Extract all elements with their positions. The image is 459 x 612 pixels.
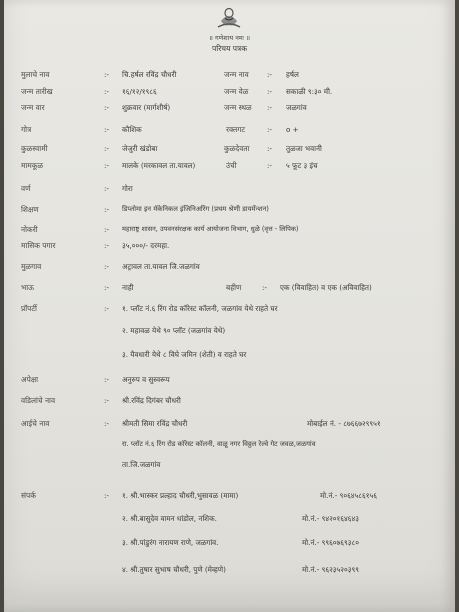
value-birth-date: १६/१२/१९८६ <box>122 87 157 96</box>
colon: :- <box>104 225 110 234</box>
value-brother: नाही <box>122 283 134 292</box>
colon: :- <box>267 144 273 153</box>
value-groom-name: चि.हर्षल रविंद्र चौधरी <box>122 70 177 79</box>
label-birth-place: जन्म स्थळ <box>224 103 252 112</box>
label-brother: भाऊ <box>21 283 34 292</box>
value-salary: ३५,०००/- दरमहा. <box>122 241 170 250</box>
value-native-place: अट्रावल ता.यावल जि.जळगांव <box>122 262 200 271</box>
value-complexion: गोरा <box>122 184 133 193</box>
value-property-2: २. महावळ येथे ९० प्लॉट (जळगांव येथे) <box>122 326 226 335</box>
colon: :- <box>104 87 110 96</box>
colon: :- <box>104 262 110 271</box>
label-birth-time: जन्म वेळ <box>224 87 249 96</box>
value-contact-3-mobile: मो.नं.- ९९६०७६९३८० <box>302 538 359 547</box>
label-mother: आईचे नाव <box>21 419 50 428</box>
label-kuldevata: कुळदेवता <box>224 144 250 153</box>
value-address-1: रा. प्लॉट नं.६ रिंग रोड कॉरेस्ट कॉलनी, वाळू नगर विठ्ठल रेल्वे गेट जवळ,जळगांव <box>122 440 316 448</box>
value-blood-group: o + <box>286 125 299 134</box>
colon: :- <box>267 87 273 96</box>
value-mother: श्रीमती सिमा रविंद्र चौधरी <box>122 419 188 428</box>
colon: :- <box>104 70 110 79</box>
colon: :- <box>262 283 268 292</box>
colon: :- <box>104 103 110 112</box>
label-sister: बहीण <box>226 283 242 292</box>
label-expectation: अपेक्षा <box>21 375 39 384</box>
label-father: वडिलांचे नाव <box>21 396 56 405</box>
label-height: उंची <box>226 161 237 170</box>
value-sister: एक (विवाहित) व एक (अविवाहित) <box>280 283 372 292</box>
colon: :- <box>104 161 110 170</box>
value-contact-2-mobile: मो.नं.- ९४२०१६४६४३ <box>302 514 359 523</box>
value-mother-mobile: मोबाईल नं. - ८७६६७२९९५१ <box>307 419 381 428</box>
colon: :- <box>267 70 273 79</box>
label-salary: मासिक पगार <box>21 241 56 250</box>
label-property: प्रॉपर्टी <box>21 304 37 313</box>
value-gotra: कौशिक <box>122 125 142 134</box>
value-expectation: अनुरुप व सुस्वरूप <box>122 375 170 384</box>
colon: :- <box>104 241 110 250</box>
value-job: महाराष्ट्र शासन, उपवनसंरक्षक कार्य आयोजना विभाग, धुळे (वृत्त - लिपिक) <box>122 225 299 233</box>
value-contact-4: ४. श्री.तुषार सुभाष चौधरी, पुणे (मेव्हणे) <box>122 565 226 574</box>
label-complexion: वर्ण <box>21 184 31 193</box>
value-education: डिप्लोमा इन मॅकेनिकल इंजिनिअरिंग (प्रथम श्रेणी डायमेंन्शन) <box>122 205 269 213</box>
colon: :- <box>267 125 273 134</box>
label-mamkul: मामकूळ <box>21 161 44 170</box>
value-address-2: ता.जि.जळगांव <box>122 460 161 469</box>
value-birth-time: सकाळी ९:३० मी. <box>286 87 333 96</box>
label-janma-naav: जन्म नाव <box>224 70 249 79</box>
colon: :- <box>104 419 110 428</box>
document-title: परिचय पत्रक <box>212 44 247 53</box>
value-contact-1: १. श्री.भास्कर प्रल्हाद चौधरी,भुसावळ (मामा) <box>122 491 239 500</box>
colon: :- <box>104 375 110 384</box>
label-education: शिक्षण <box>21 205 39 214</box>
value-birth-place: जळगांव <box>286 103 307 112</box>
value-kuldevata: तुळजा भवानी <box>286 144 322 153</box>
value-kulswami: जेजुरी खंडोबा <box>122 144 158 153</box>
label-job: नोकरी <box>21 225 38 234</box>
value-birth-day: शुक्रवार (मार्गशीर्ष) <box>122 103 171 112</box>
colon: :- <box>104 283 110 292</box>
biodata-page <box>4 0 455 612</box>
label-birth-day: जन्म वार <box>21 103 45 112</box>
colon: :- <box>267 103 273 112</box>
colon: :- <box>104 125 110 134</box>
value-contact-4-mobile: मो.नं.- ९६२३५२०३९९ <box>302 565 359 574</box>
value-property-1: १. प्लॉट नं.६ रिंग रोड कॉरेस्ट कॉलनी, जळगांव येथे राहते घर <box>122 304 278 313</box>
value-contact-1-mobile: मो.नं.- ९०६४५८६१५६ <box>320 491 377 500</box>
colon: :- <box>104 205 110 214</box>
colon: :- <box>104 184 110 193</box>
value-height: ५ फूट ३ इंच <box>286 161 318 170</box>
colon: :- <box>267 161 273 170</box>
value-mamkul: मालके (मरकावल ता.यावल) <box>122 161 196 170</box>
label-native-place: मुळगाव <box>21 262 42 271</box>
value-father: श्री.रविंद्र दिगंबर चौधरी <box>122 396 181 405</box>
label-gotra: गोत्र <box>21 125 32 134</box>
colon: :- <box>104 491 110 500</box>
value-janma-naav: हर्षल <box>286 70 299 79</box>
label-groom-name: मुलाचे नाव <box>21 70 50 79</box>
ganesha-emblem-icon <box>214 7 244 31</box>
colon: :- <box>104 144 110 153</box>
value-property-3: ३. यैवधारी येथे ८ विघे जमिन (शेती) व राहते घर <box>122 350 247 359</box>
colon: :- <box>104 396 110 405</box>
colon: :- <box>104 304 110 313</box>
label-kulswami: कुळस्वामी <box>21 144 48 153</box>
label-contact: संपर्क <box>21 491 36 500</box>
label-blood-group: रक्तगट <box>226 125 246 134</box>
invocation-text: ॥ गणेशाय नमः ॥ <box>208 34 251 42</box>
value-contact-3: ३. श्री.पांडुरंग नारायण राणे, जळगांव. <box>122 538 219 547</box>
value-contact-2: २. श्री.बासुदेव वामन धांडोल, नशिक. <box>122 514 217 523</box>
label-birth-date: जन्म तारीख <box>21 87 53 96</box>
